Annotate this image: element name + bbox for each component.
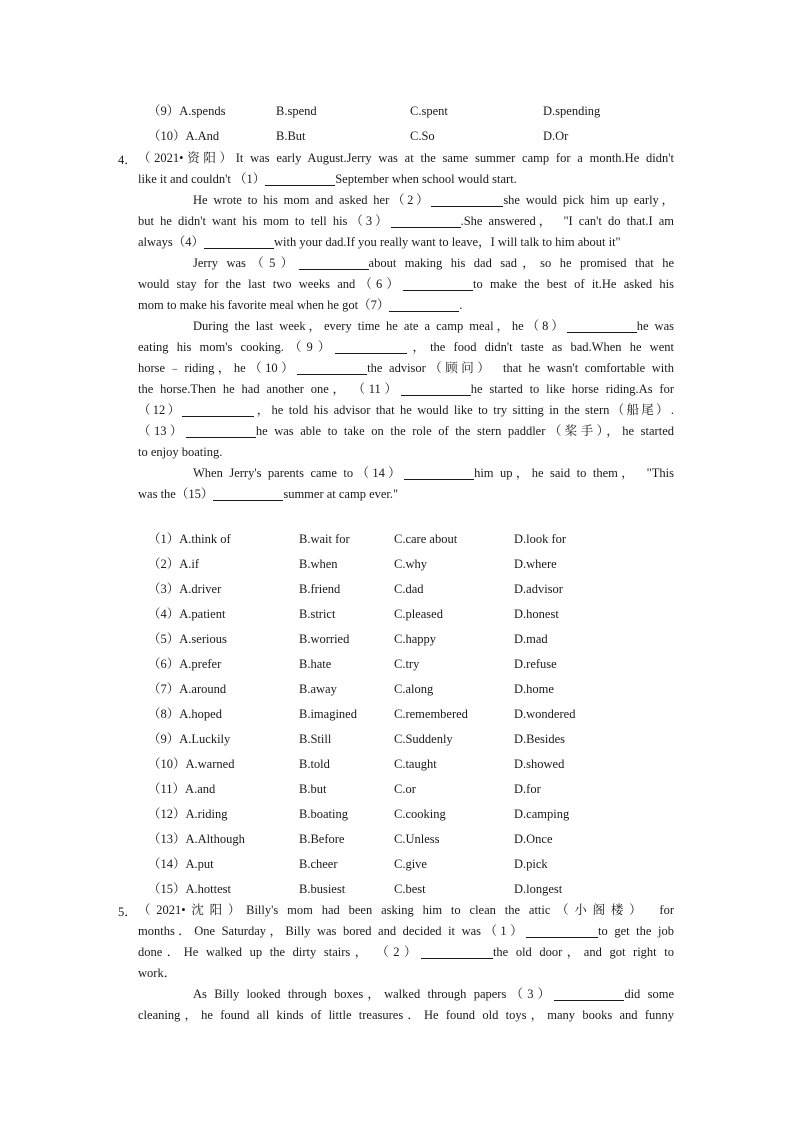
option-b: B.spend — [276, 104, 317, 118]
option-b[interactable]: B.cheer — [299, 857, 338, 871]
passage-line: the horse.Then he had another one， （11） he started to like horse riding.As for — [138, 382, 674, 396]
option-a[interactable]: （7）A.around — [148, 682, 227, 696]
option-row — [0, 880, 794, 898]
option-b[interactable]: B.hate — [299, 657, 332, 671]
option-c[interactable]: C.pleased — [394, 607, 443, 621]
option-d[interactable]: D.Once — [514, 832, 553, 846]
answer-blank[interactable] — [299, 255, 369, 270]
passage-line: As Billy looked through boxes，walked through papers（3） did some — [193, 987, 674, 1001]
passage-line: eating his mom's cooking.（9） ，the food didn't taste as bad.When he went — [138, 340, 674, 354]
passage-line: months．One Saturday，Billy was bored and decided it was（1） to get the job — [138, 924, 674, 938]
question-number: 4． — [118, 153, 137, 167]
answer-blank[interactable] — [403, 276, 473, 291]
option-d[interactable]: D.showed — [514, 757, 565, 771]
option-d[interactable]: D.mad — [514, 632, 548, 646]
answer-blank[interactable] — [389, 297, 459, 312]
option-row — [0, 555, 794, 573]
passage-line: He wrote to his mom and asked her（2） she would pick him up early， — [193, 193, 674, 207]
option-c[interactable]: C.dad — [394, 582, 424, 596]
option-row — [0, 127, 794, 145]
option-c[interactable]: C.best — [394, 882, 426, 896]
option-d[interactable]: D.for — [514, 782, 541, 796]
passage-line: work． — [138, 966, 177, 980]
answer-blank[interactable] — [182, 402, 254, 417]
option-b[interactable]: B.told — [299, 757, 330, 771]
option-b[interactable]: B.worried — [299, 632, 350, 646]
option-c[interactable]: C.cooking — [394, 807, 446, 821]
option-row — [0, 705, 794, 723]
answer-blank[interactable] — [213, 486, 283, 501]
passage-line: During the last week，every time he ate a camp meal，he（8） he was — [193, 319, 674, 333]
option-a[interactable]: （6）A.prefer — [148, 657, 222, 671]
passage-line: to enjoy boating. — [138, 445, 223, 459]
option-c[interactable]: C.care about — [394, 532, 458, 546]
answer-blank[interactable] — [404, 465, 474, 480]
option-d[interactable]: D.look for — [514, 532, 567, 546]
passage-line: When Jerry's parents came to（14） him up，he said to them， "This — [193, 466, 675, 480]
option-c[interactable]: C.or — [394, 782, 416, 796]
passage-line: Jerry was（5） about making his dad sad，so he promised that he — [193, 256, 674, 270]
option-d[interactable]: D.longest — [514, 882, 563, 896]
option-d[interactable]: D.pick — [514, 857, 548, 871]
option-c: C.So — [410, 129, 435, 143]
option-b[interactable]: B.Still — [299, 732, 332, 746]
option-b[interactable]: B.but — [299, 782, 327, 796]
question-number: 5． — [118, 905, 137, 919]
passage-line: （2021•资阳）It was early August.Jerry was at the same summer camp for a month.He didn't — [138, 151, 674, 165]
option-a[interactable]: （1）A.think of — [148, 532, 231, 546]
option-d[interactable]: D.honest — [514, 607, 559, 621]
passage-line: horse﹣riding，he（10） the advisor（顾问） that he wasn't comfortable with — [138, 361, 675, 375]
option-c[interactable]: C.along — [394, 682, 434, 696]
option-row — [0, 680, 794, 698]
question-5-passage — [138, 900, 674, 1026]
option-b[interactable]: B.wait for — [299, 532, 350, 546]
option-row — [0, 580, 794, 598]
option-row — [0, 755, 794, 773]
answer-blank[interactable] — [265, 171, 335, 186]
option-row — [0, 655, 794, 673]
option-d: D.Or — [543, 129, 569, 143]
option-row — [0, 780, 794, 798]
option-c[interactable]: C.try — [394, 657, 420, 671]
option-b: B.But — [276, 129, 306, 143]
option-c[interactable]: C.give — [394, 857, 427, 871]
option-row — [0, 805, 794, 823]
option-d[interactable]: D.where — [514, 557, 557, 571]
option-c[interactable]: C.remembered — [394, 707, 468, 721]
option-c[interactable]: C.Unless — [394, 832, 440, 846]
answer-blank[interactable] — [431, 192, 503, 207]
option-b[interactable]: B.friend — [299, 582, 341, 596]
option-row — [0, 102, 794, 120]
option-row — [0, 630, 794, 648]
answer-blank[interactable] — [526, 923, 598, 938]
passage-line: done．He walked up the dirty stairs， （2） the old door，and got right to — [138, 945, 674, 959]
option-a[interactable]: （8）A.hoped — [148, 707, 222, 721]
answer-blank[interactable] — [204, 234, 274, 249]
passage-line: but he didn't want his mom to tell his（3） .She answered， "I can't do that.I am — [138, 214, 674, 228]
option-d[interactable]: D.camping — [514, 807, 570, 821]
option-row — [0, 830, 794, 848]
answer-blank[interactable] — [297, 360, 367, 375]
option-b[interactable]: B.boating — [299, 807, 348, 821]
option-a: （9）A.spends — [148, 104, 226, 118]
option-a[interactable]: （2）A.if — [148, 557, 200, 571]
option-b[interactable]: B.busiest — [299, 882, 346, 896]
option-b[interactable]: B.when — [299, 557, 338, 571]
passage-line: cleaning，he found all kinds of little treasures．He found old toys，many books and funny — [138, 1008, 674, 1022]
option-a[interactable]: （12）A.riding — [148, 807, 228, 821]
answer-blank[interactable] — [554, 986, 624, 1001]
option-c[interactable]: C.why — [394, 557, 427, 571]
option-c[interactable]: C.taught — [394, 757, 437, 771]
option-a[interactable]: （9）A.Luckily — [148, 732, 231, 746]
passage-line: like it and couldn't （1） September when school would start. — [138, 172, 517, 186]
option-row — [0, 530, 794, 548]
option-b[interactable]: B.Before — [299, 832, 345, 846]
passage-line: was the（15） summer at camp ever." — [138, 487, 399, 501]
option-a[interactable]: （14）A.put — [148, 857, 214, 871]
option-a[interactable]: （15）A.hottest — [148, 882, 231, 896]
option-row — [0, 855, 794, 873]
option-a[interactable]: （13）A.Although — [148, 832, 245, 846]
option-d[interactable]: D.wondered — [514, 707, 576, 721]
option-b[interactable]: B.strict — [299, 607, 336, 621]
option-a[interactable]: （5）A.serious — [148, 632, 227, 646]
option-b[interactable]: B.away — [299, 682, 337, 696]
passage-line: would stay for the last two weeks and（6） to make the best of it.He asked his — [138, 277, 674, 291]
option-a[interactable]: （10）A.warned — [148, 757, 235, 771]
answer-blank[interactable] — [567, 318, 637, 333]
passage-line: （2021•沈阳）Billy's mom had been asking him to clean the attic（小阁楼） for — [138, 903, 674, 917]
passage-line: mom to make his favorite meal when he got（7） . — [138, 298, 463, 312]
option-d[interactable]: D.home — [514, 682, 554, 696]
option-row — [0, 730, 794, 748]
answer-blank[interactable] — [421, 944, 493, 959]
option-c[interactable]: C.happy — [394, 632, 437, 646]
option-a[interactable]: （11）A.and — [148, 782, 216, 796]
option-a[interactable]: （4）A.patient — [148, 607, 226, 621]
option-b[interactable]: B.imagined — [299, 707, 357, 721]
option-row — [0, 605, 794, 623]
passage-line: always（4） with your dad.If you really want to leave，I will talk to him about it" — [138, 235, 621, 249]
option-d[interactable]: D.refuse — [514, 657, 557, 671]
option-c: C.spent — [410, 104, 448, 118]
option-d[interactable]: D.advisor — [514, 582, 563, 596]
option-a[interactable]: （3）A.driver — [148, 582, 222, 596]
option-d[interactable]: D.Besides — [514, 732, 566, 746]
answer-blank[interactable] — [391, 213, 461, 228]
option-d: D.spending — [543, 104, 601, 118]
option-a: （10）A.And — [148, 129, 220, 143]
answer-blank[interactable] — [335, 339, 407, 354]
answer-blank[interactable] — [186, 423, 256, 438]
question-4-passage — [138, 148, 674, 505]
passage-line: （13） he was able to take on the role of the stern paddler（桨手），he started — [138, 424, 674, 438]
passage-line: （12） ，he told his advisor that he would like to try sitting in the stern（船尾）. — [138, 403, 674, 417]
option-c[interactable]: C.Suddenly — [394, 732, 453, 746]
answer-blank[interactable] — [401, 381, 471, 396]
